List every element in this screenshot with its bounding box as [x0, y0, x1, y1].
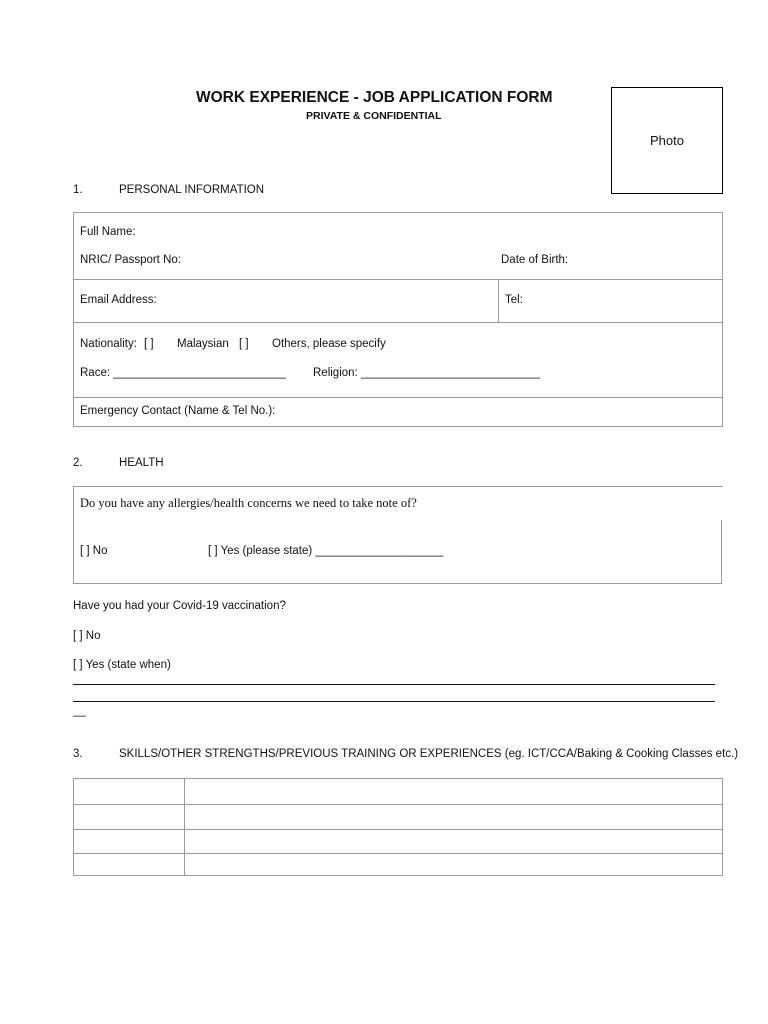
race-field[interactable]: Race: ___________________________ [80, 367, 286, 379]
section-1-heading: PERSONAL INFORMATION [119, 184, 265, 196]
tel-field[interactable]: Tel: [505, 294, 523, 306]
section-3-heading: SKILLS/OTHER STRENGTHS/PREVIOUS TRAINING OR EXPERIENCES (eg. ICT/CCA/Baking & Cooking Classes etc.) [119, 748, 739, 760]
form-title: WORK EXPERIENCE - JOB APPLICATION FORM [196, 89, 553, 106]
divider [73, 397, 723, 398]
allergy-no-option[interactable]: [ ] No [80, 545, 108, 557]
section-1-number: 1. [73, 184, 83, 196]
full-name-field[interactable]: Full Name: [80, 226, 136, 238]
divider [498, 279, 499, 322]
nric-field[interactable]: NRIC/ Passport No: [80, 254, 181, 266]
section-2-number: 2. [73, 457, 83, 469]
allergy-yes-option[interactable]: [ ] Yes (please state) ____________________ [208, 545, 444, 557]
malaysian-label: Malaysian [177, 338, 229, 350]
skills-table-row-divider [73, 804, 723, 805]
covid-answer-line[interactable] [73, 701, 715, 702]
skills-table-row-divider [73, 829, 723, 830]
health-box-left [73, 486, 74, 584]
photo-box [611, 87, 723, 194]
photo-label: Photo [650, 133, 684, 148]
dob-field[interactable]: Date of Birth: [501, 254, 569, 266]
covid-no-option[interactable]: [ ] No [73, 630, 101, 642]
email-field[interactable]: Email Address: [80, 294, 157, 306]
section-2-heading: HEALTH [119, 457, 164, 469]
skills-table-row-divider [73, 853, 723, 854]
allergy-question: Do you have any allergies/health concerns we need to take note of? [80, 496, 417, 510]
emergency-contact-field[interactable]: Emergency Contact (Name & Tel No.): [80, 405, 276, 417]
others-checkbox[interactable]: [ ] [239, 338, 249, 350]
health-box-bottom [73, 583, 722, 584]
divider [73, 279, 723, 280]
covid-question: Have you had your Covid-19 vaccination? [73, 600, 286, 612]
covid-answer-line-end: __ [73, 705, 86, 717]
skills-table-col-divider [184, 778, 185, 876]
nationality-label: Nationality: [80, 338, 137, 350]
malaysian-checkbox[interactable]: [ ] [144, 338, 154, 350]
covid-answer-line[interactable] [73, 684, 715, 685]
health-box-right [721, 520, 722, 584]
covid-yes-option[interactable]: [ ] Yes (state when) [73, 659, 171, 671]
divider [73, 322, 723, 323]
section-3-number: 3. [73, 748, 83, 760]
personal-info-box [73, 212, 723, 427]
skills-table [73, 778, 723, 876]
health-box-top [73, 486, 723, 487]
others-label: Others, please specify [272, 338, 386, 350]
form-subtitle: PRIVATE & CONFIDENTIAL [306, 110, 442, 122]
religion-field[interactable]: Religion: ____________________________ [313, 367, 541, 379]
